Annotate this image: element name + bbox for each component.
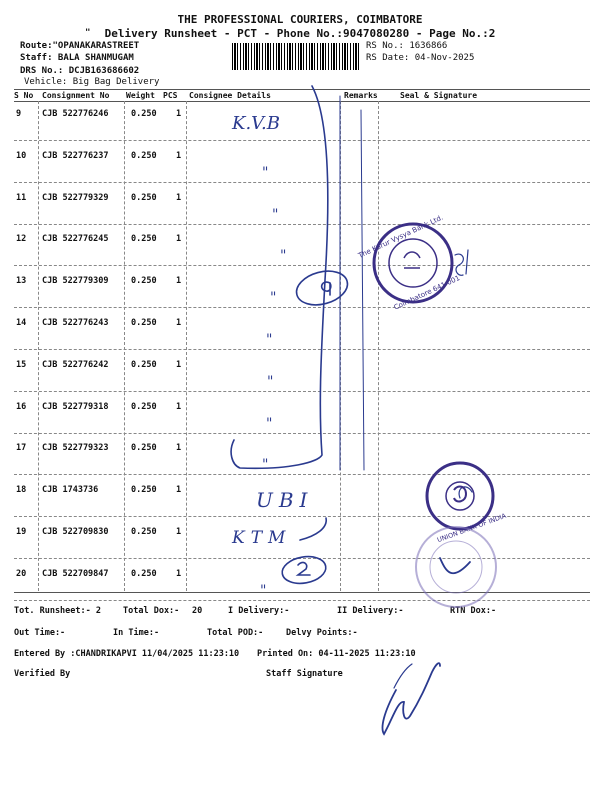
row-pcs: 1	[176, 443, 182, 453]
row-sno: 19	[16, 527, 27, 537]
row-consignment-no: CJB 522779309	[42, 276, 109, 286]
delvy-points: Delvy Points:-	[286, 628, 358, 638]
company-title: THE PROFESSIONAL COURIERS, COIMBATORE	[177, 13, 423, 26]
row-weight: 0.250	[131, 234, 157, 244]
row-consignment-no: CJB 522776242	[42, 360, 109, 370]
row-sno: 11	[16, 193, 27, 203]
row-pcs: 1	[176, 527, 182, 537]
hw-ditto: "	[266, 332, 273, 348]
col-consignment: Consignment No	[42, 91, 110, 100]
handwritten-checkmark	[440, 558, 470, 573]
row-consignment-no: CJB 522776243	[42, 318, 109, 328]
hw-ditto: "	[280, 248, 287, 264]
row-weight: 0.250	[131, 109, 157, 119]
row-sno: 12	[16, 234, 27, 244]
row-consignment-no: CJB 1743736	[42, 485, 99, 495]
out-time: Out Time:-	[14, 628, 66, 638]
row-consignment-no: CJB 522776245	[42, 234, 109, 244]
handwritten-bracket-stroke	[231, 86, 328, 468]
svg-text:The Karur Vysya Bank Ltd.: The Karur Vysya Bank Ltd.	[357, 213, 445, 260]
col-remarks: Remarks	[344, 91, 378, 100]
row-sno: 16	[16, 402, 27, 412]
handwritten-signature	[383, 663, 441, 734]
drs-line: DRS No.: DCJB163686602	[20, 66, 140, 76]
handwritten-nine	[322, 282, 331, 295]
hw-ditto: "	[272, 207, 279, 223]
hw-row-18: UBI	[256, 488, 314, 512]
row-sno: 15	[16, 360, 27, 370]
row-pcs: 1	[176, 276, 182, 286]
row-sno: 18	[16, 485, 27, 495]
hw-ditto: "	[262, 165, 269, 181]
verified-by: Verified By	[14, 669, 71, 679]
faint-round-stamp	[416, 527, 496, 607]
row-weight: 0.250	[131, 193, 157, 203]
col-sno: S No	[14, 91, 34, 100]
total-pod: Total POD:-	[207, 628, 264, 638]
hw-ditto: "	[262, 457, 269, 473]
col-pcs: PCS	[163, 91, 178, 100]
in-time: In Time:-	[113, 628, 160, 638]
row-weight: 0.250	[131, 151, 157, 161]
row-consignment-no: CJB 522779318	[42, 402, 109, 412]
row-weight: 0.250	[131, 569, 157, 579]
row-pcs: 1	[176, 569, 182, 579]
col-seal: Seal & Signature	[400, 91, 478, 100]
hw-ditto: "	[267, 374, 274, 390]
union-bank-stamp	[427, 463, 508, 544]
row-pcs: 1	[176, 402, 182, 412]
row-consignment-no: CJB 522779329	[42, 193, 109, 203]
row-sno: 10	[16, 151, 27, 161]
row-weight: 0.250	[131, 318, 157, 328]
handwritten-signature	[394, 664, 412, 688]
row-consignment-no: CJB 522709830	[42, 527, 109, 537]
hw-ditto: "	[266, 416, 273, 432]
rs-number: RS No.: 1636866	[366, 41, 448, 51]
row-pcs: 1	[176, 318, 182, 328]
row-weight: 0.250	[131, 527, 157, 537]
staff-signature-label: Staff Signature	[266, 669, 343, 679]
row-consignment-no: CJB 522779323	[42, 443, 109, 453]
row-weight: 0.250	[131, 276, 157, 286]
total-dox-value: 20	[192, 606, 203, 616]
row-pcs: 1	[176, 360, 182, 370]
entered-by: Entered By :CHANDRIKAPVI 11/04/2025 11:23:10	[14, 649, 240, 659]
row-consignment-no: CJB 522776246	[42, 109, 109, 119]
row-pcs: 1	[176, 193, 182, 203]
handwritten-initial	[455, 250, 468, 275]
route-line: Route:"OPANAKARASTREET	[20, 41, 140, 51]
row-weight: 0.250	[131, 443, 157, 453]
rtn-dox: RTN Dox:-	[450, 606, 497, 616]
handwritten-vertical-stroke	[361, 110, 364, 470]
svg-text:Coimbatore 641 001: Coimbatore 641 001	[392, 274, 462, 312]
row-pcs: 1	[176, 234, 182, 244]
row-sno: 9	[16, 109, 22, 119]
runsheet-subtitle: Delivery Runsheet - PCT - Phone No.:9047080280 - Page No.:2	[104, 27, 496, 40]
hw-ditto: "	[270, 290, 277, 306]
row-weight: 0.250	[131, 402, 157, 412]
col-weight: Weight	[126, 91, 155, 100]
staff-line: Staff: BALA SHANMUGAM	[20, 53, 134, 63]
row-sno: 20	[16, 569, 27, 579]
hw-ditto: "	[260, 583, 267, 599]
row-pcs: 1	[176, 109, 182, 119]
row-sno: 13	[16, 276, 27, 286]
i-delivery: I Delivery:-	[228, 606, 290, 616]
vehicle-line: Vehicle: Big Bag Delivery	[24, 77, 160, 87]
col-consignee: Consignee Details	[189, 91, 271, 100]
row-consignment-no: CJB 522709847	[42, 569, 109, 579]
svg-text:UNION BANK OF INDIA: UNION BANK OF INDIA	[436, 511, 508, 545]
hw-row-9: K.V.B	[232, 113, 280, 134]
total-dox-label: Total Dox:-	[123, 606, 180, 616]
rs-date: RS Date: 04-Nov-2025	[366, 53, 475, 63]
printed-on: Printed On: 04-11-2025 11:23:10	[257, 649, 416, 659]
row-pcs: 1	[176, 485, 182, 495]
kvb-bank-stamp	[356, 214, 461, 312]
row-pcs: 1	[176, 151, 182, 161]
row-consignment-no: CJB 522776237	[42, 151, 109, 161]
hw-row-19: KTM	[232, 528, 292, 548]
row-weight: 0.250	[131, 485, 157, 495]
handwritten-two	[298, 562, 310, 575]
row-sno: 17	[16, 443, 27, 453]
row-weight: 0.250	[131, 360, 157, 370]
handwritten-stroke	[300, 518, 326, 540]
subtitle-quote: "	[85, 28, 91, 38]
row-sno: 14	[16, 318, 27, 328]
ii-delivery: II Delivery:-	[337, 606, 404, 616]
tot-runsheet: Tot. Runsheet:- 2	[14, 606, 101, 616]
